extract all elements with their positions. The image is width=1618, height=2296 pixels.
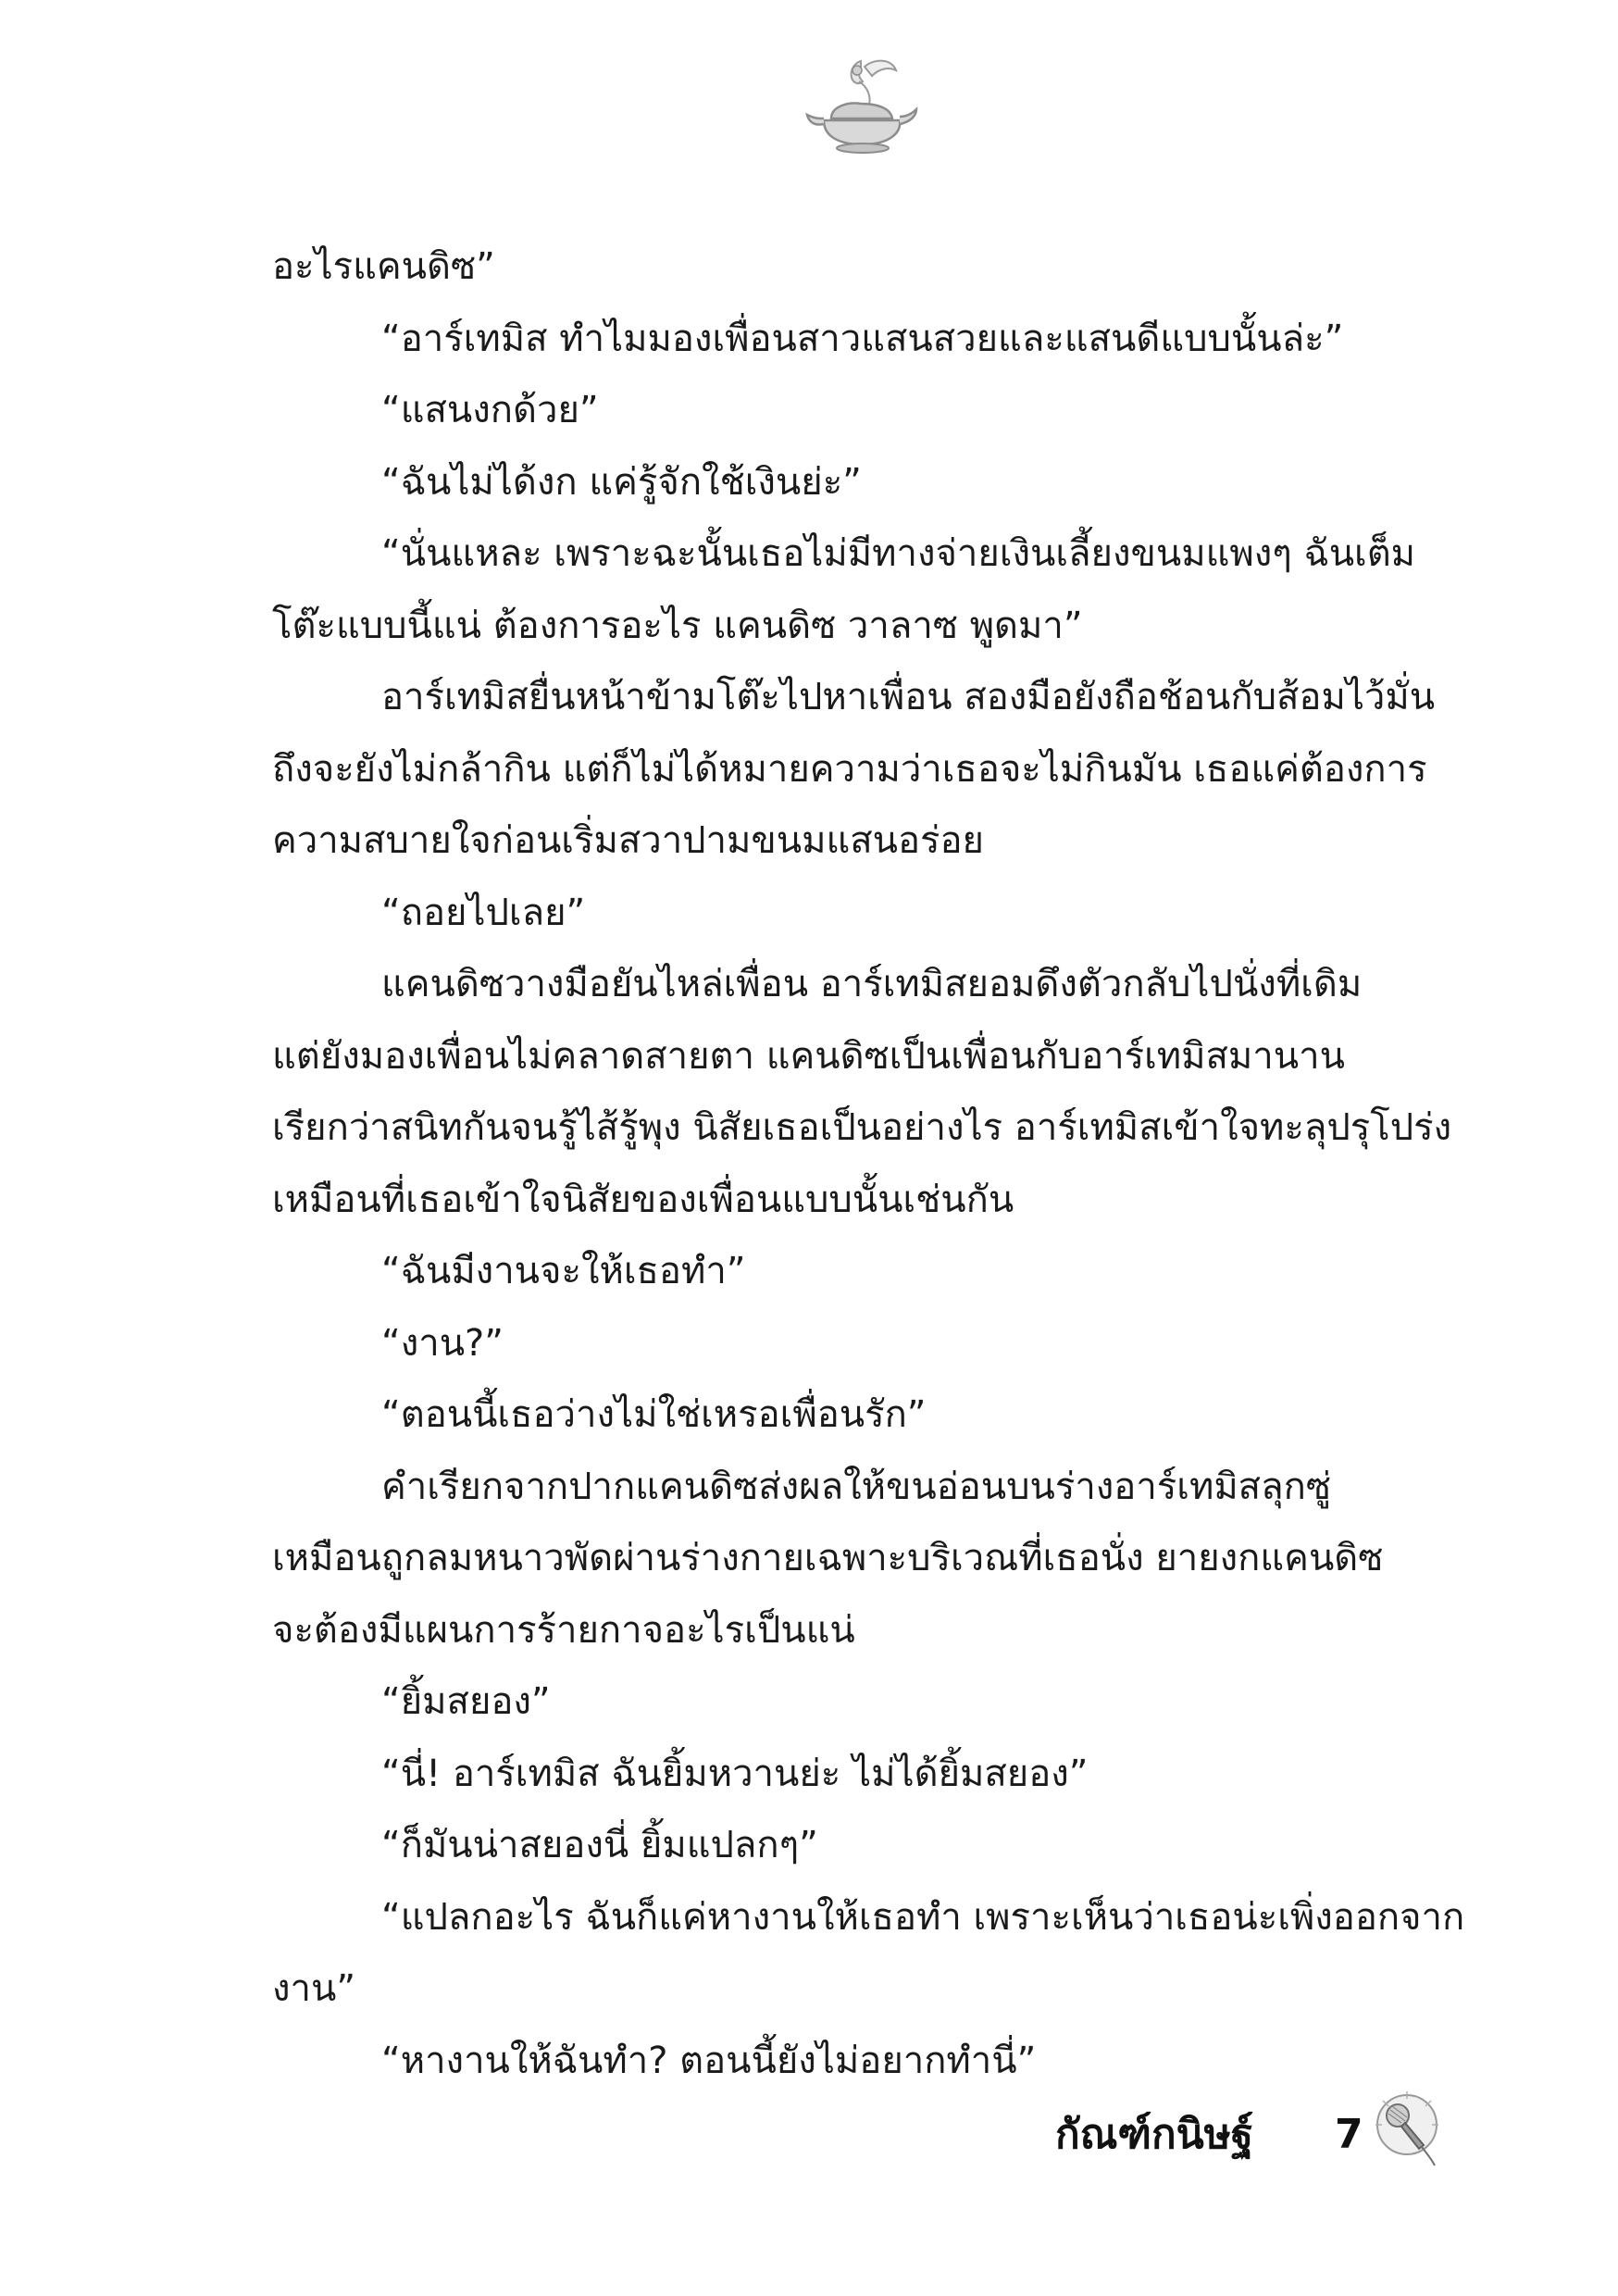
text-line: แต่ยังมองเพื่อนไม่คลาดสายตา แคนดิซเป็นเพื่อนกับอาร์เทมิสมานาน xyxy=(272,1034,1345,1078)
text-line: ถึงจะยังไม่กล้ากิน แต่ก็ไม่ได้หมายความว่าเธอจะไม่กินมัน เธอแค่ต้องการ xyxy=(272,747,1427,791)
text-line: “ยิ้มสยอง” xyxy=(381,1680,551,1723)
text-line: เหมือนถูกลมหนาวพัดผ่านร่างกายเฉพาะบริเวณที่เธอนั่ง ยายงกแคนดิซ xyxy=(272,1537,1384,1579)
text-line: โต๊ะแบบนี้แน่ ต้องการอะไร แคนดิซ วาลาซ พูดมา” xyxy=(272,604,1083,647)
text-line: “แสนงกด้วย” xyxy=(381,389,599,431)
microphone-icon xyxy=(1370,2088,1444,2169)
text-line: “แปลกอะไร ฉันก็แค่หางานให้เธอทำ เพราะเห็นว่าเธอน่ะเพิ่งออกจาก xyxy=(381,1895,1465,1939)
text-line: คำเรียกจากปากแคนดิซส่งผลให้ขนอ่อนบนร่างอาร์เทมิสลุกซู่ xyxy=(381,1465,1331,1508)
body-text xyxy=(272,231,1475,2097)
text-line: “อาร์เทมิส ทำไมมองเพื่อนสาวแสนสวยและแสนดีแบบนั้นล่ะ” xyxy=(381,317,1344,360)
text-line: “หางานให้ฉันทำ? ตอนนี้ยังไม่อยากทำนี่” xyxy=(381,2039,1037,2082)
text-line: แคนดิซวางมือยันไหล่เพื่อน อาร์เทมิสยอมดึงตัวกลับไปนั่งที่เดิม xyxy=(381,963,1363,1005)
text-line: “นั่นแหละ เพราะฉะนั้นเธอไม่มีทางจ่ายเงินเลี้ยงขนมแพงๆ ฉันเต็ม xyxy=(381,532,1416,575)
text-line: “ตอนนี้เธอว่างไม่ใช่เหรอเพื่อนรัก” xyxy=(381,1393,927,1436)
text-line: อาร์เทมิสยื่นหน้าข้ามโต๊ะไปหาเพื่อน สองมือยังถือช้อนกับส้อมไว้มั่น xyxy=(381,676,1436,718)
text-line: “นี่! อาร์เทมิส ฉันยิ้มหวานย่ะ ไม่ได้ยิ้มสยอง” xyxy=(381,1752,1089,1795)
text-line: เรียกว่าสนิทกันจนรู้ไส้รู้พุง นิสัยเธอเป็นอย่างไร อาร์เทมิสเข้าใจทะลุปรุโปร่ง xyxy=(272,1106,1452,1149)
text-line: “ฉันไม่ได้งก แค่รู้จักใช้เงินย่ะ” xyxy=(381,460,862,504)
text-line: งาน” xyxy=(272,1967,356,2010)
page-number: 7 xyxy=(1335,2111,1363,2158)
text-line: “ฉันมีงานจะให้เธอทำ” xyxy=(381,1250,746,1292)
text-line: เหมือนที่เธอเข้าใจนิสัยของเพื่อนแบบนั้นเช่นกัน xyxy=(272,1178,1014,1221)
text-line: ความสบายใจก่อนเริ่มสวาปามขนมแสนอร่อย xyxy=(272,819,984,862)
page-footer xyxy=(1055,2088,1462,2180)
fairy-teapot-icon xyxy=(803,54,919,156)
text-line: อะไรแคนดิซ” xyxy=(272,245,495,288)
text-line: “งาน?” xyxy=(381,1321,504,1365)
book-title: กัณฑ์กนิษฐ์ xyxy=(1055,2111,1253,2158)
text-line: “ถอยไปเลย” xyxy=(381,891,586,934)
text-line: “ก็มันน่าสยองนี่ ยิ้มแปลกๆ” xyxy=(381,1824,818,1866)
text-line: จะต้องมีแผนการร้ายกาจอะไรเป็นแน่ xyxy=(272,1608,855,1652)
